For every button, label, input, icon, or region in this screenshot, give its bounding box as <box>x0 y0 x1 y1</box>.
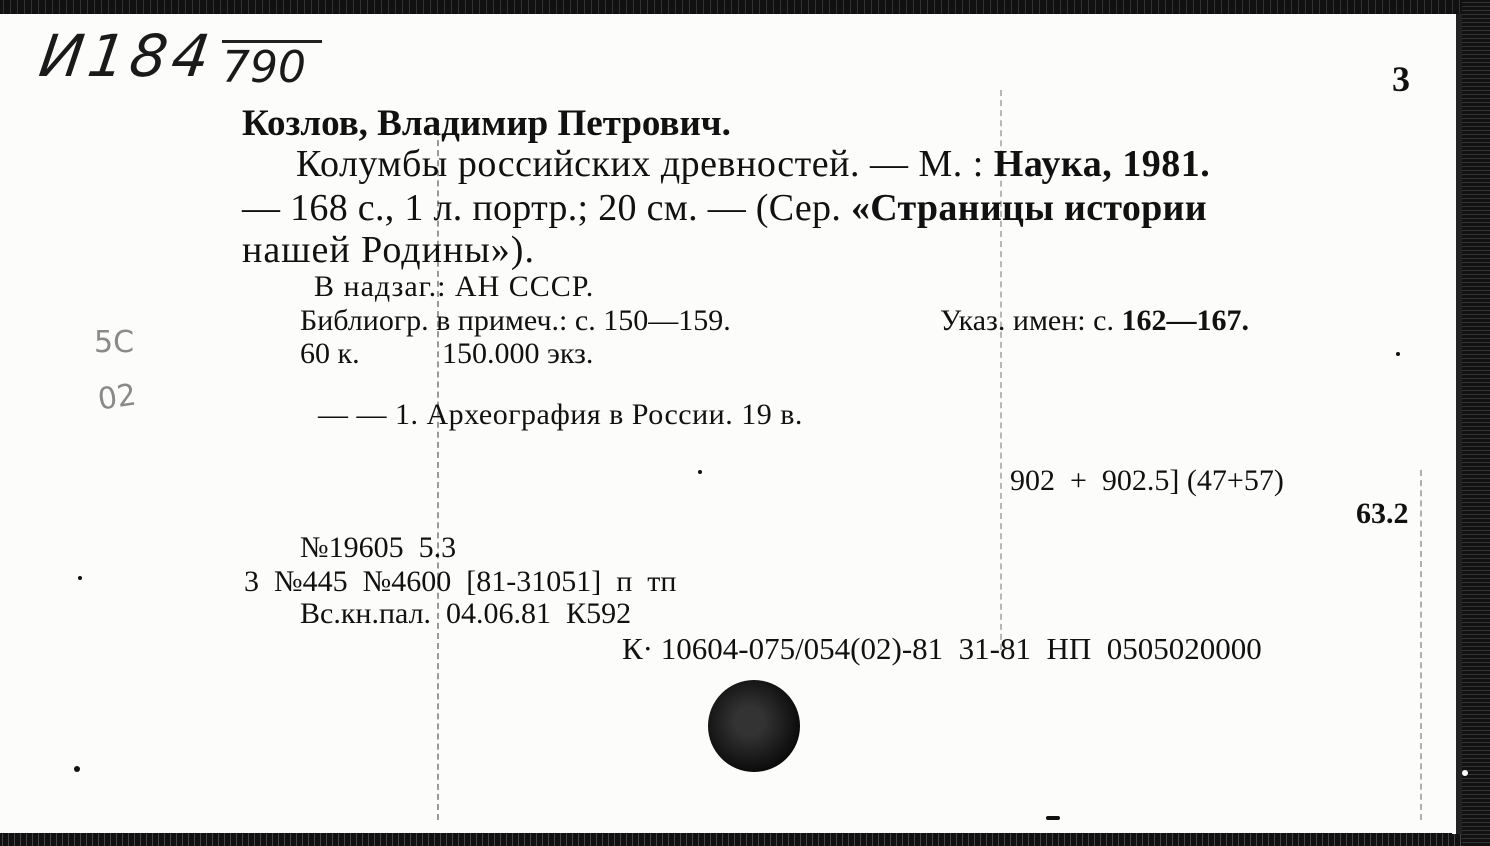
author-heading: Козлов, Владимир Петрович. <box>242 103 731 144</box>
subject-heading: — — 1. Археография в России. 19 в. <box>318 398 803 431</box>
title-line-1 <box>296 142 1210 186</box>
dust-speck <box>1046 816 1060 820</box>
scan-border-top <box>0 0 1490 14</box>
dust-speck <box>74 766 80 772</box>
registration-line-1: №19605 5.3 <box>300 531 457 564</box>
price: 60 к. <box>300 337 360 370</box>
classification-code-bbk: 63.2 <box>1356 497 1409 530</box>
note-index-pages: 162—167. <box>1121 304 1249 337</box>
registration-line-2: 3 №445 №4600 [81-31051] п тп <box>244 565 677 598</box>
publisher-year: Наука, 1981. <box>993 143 1211 185</box>
classification-code: 902 + 902.5] (47+57) <box>1010 464 1284 497</box>
note-head: В надзаг.: АН СССР. <box>314 270 595 303</box>
series-title: «Страницы истории <box>850 187 1207 229</box>
card-edge-right <box>1452 14 1462 834</box>
dust-speck <box>78 576 82 580</box>
scan-border-right <box>1462 0 1490 846</box>
dust-speck <box>698 470 702 474</box>
dust-speck <box>1396 352 1400 356</box>
pencil-note-2: 02 <box>95 377 139 418</box>
registration-line-3: Вс.кн.пал. 04.06.81 К592 <box>300 597 632 630</box>
fold-line-right <box>1420 470 1422 820</box>
dust-speck <box>1462 770 1468 776</box>
scan-border-bottom <box>0 833 1490 846</box>
title-line-2 <box>242 186 1207 230</box>
title-line-1-text: Колумбы российских древностей. — М. : <box>296 143 994 185</box>
registration-line-4: К· 10604-075/054(02)-81 31-81 НП 0505020000 <box>622 631 1262 666</box>
title-line-3: нашей Родины»). <box>242 229 535 271</box>
note-index <box>940 304 1249 338</box>
handwritten-number: 790 <box>222 42 306 93</box>
punch-hole <box>708 680 800 772</box>
note-index-text: Указ. имен: с. <box>940 304 1122 337</box>
print-run: 150.000 экз. <box>442 337 594 370</box>
handwritten-call-number: И184 <box>35 22 219 90</box>
card-number: 3 <box>1392 59 1410 99</box>
note-bibliography: Библиогр. в примеч.: с. 150—159. <box>300 304 731 337</box>
title-line-2-text: — 168 с., 1 л. портр.; 20 см. — (Сер. <box>242 187 851 229</box>
pencil-note-1: 5С <box>94 325 135 360</box>
